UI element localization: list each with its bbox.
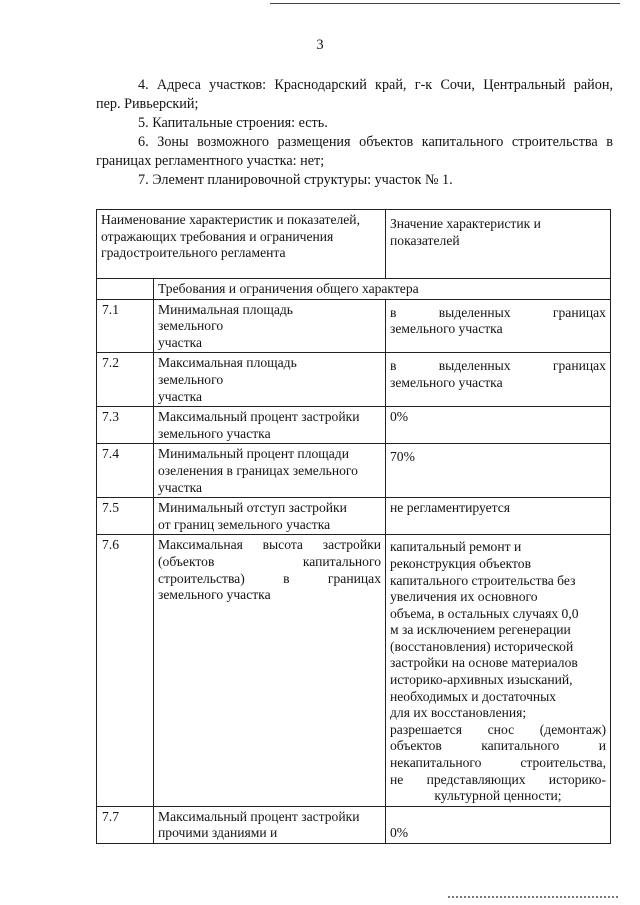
row-number: 7.2 xyxy=(97,353,154,407)
paragraph-7: 7. Элемент планировочной структуры: участок № 1. xyxy=(138,172,453,188)
name-line: участка xyxy=(158,334,203,350)
row-name xyxy=(154,444,386,498)
section-title: Требования и ограничения общего характера xyxy=(154,279,611,300)
table-row xyxy=(97,535,611,807)
row-number: 7.7 xyxy=(97,806,154,843)
name-line: Максимальная высота застройки xyxy=(158,537,381,553)
value-word: в xyxy=(390,304,397,320)
table-row xyxy=(97,498,611,535)
value-word: в xyxy=(390,358,397,374)
name-line: озеленения в границах земельного xyxy=(158,462,358,478)
value-line: увеличения их основного xyxy=(390,589,538,605)
scan-edge-mark xyxy=(448,896,618,898)
row-number: 7.3 xyxy=(97,407,154,444)
value-line: (восстановления) исторической xyxy=(390,638,574,654)
paragraph-6-line-2: границах регламентного участка: нет; xyxy=(96,153,325,169)
name-line: земельного участка xyxy=(158,425,271,441)
table-row xyxy=(97,407,611,444)
value-line: капитального строительства без xyxy=(390,572,576,588)
value-line: реконструкция объектов xyxy=(390,555,532,571)
name-line: Максимальный процент застройки xyxy=(158,409,360,425)
value-line: объема, в остальных случаях 0,0 xyxy=(390,605,579,621)
paragraph-6-line-1: 6. Зоны возможного размещения объектов капитального строительства в xyxy=(138,134,613,150)
value-line: м за исключением регенерации xyxy=(390,622,571,638)
header-name-cell: Наименование характеристик и показателей, отражающих требования и ограничения градостроительного регламента xyxy=(97,210,386,279)
value-line: необходимых и достаточных xyxy=(390,688,557,704)
value-line: объектов капитального и xyxy=(390,738,606,754)
header-value-cell: Значение характеристик и показателей xyxy=(386,210,611,279)
regulation-table xyxy=(96,209,611,844)
row-value xyxy=(386,299,611,353)
page-number: 3 xyxy=(316,37,324,53)
row-value xyxy=(386,353,611,407)
value-line: капитальный ремонт и xyxy=(390,539,522,555)
table-row xyxy=(97,299,611,353)
table-row xyxy=(97,806,611,843)
name-line: (объектов капитального xyxy=(158,553,381,569)
row-number: 7.5 xyxy=(97,498,154,535)
name-line: Минимальный процент площади xyxy=(158,446,349,462)
value-line: историко-архивных изысканий, xyxy=(390,672,573,688)
row-name xyxy=(154,299,386,353)
table-row xyxy=(97,353,611,407)
row-name xyxy=(154,407,386,444)
name-line: строительства) в границах xyxy=(158,570,381,586)
name-line: земельного xyxy=(158,371,224,387)
value-line: для их восстановления; xyxy=(390,705,527,721)
name-line: Максимальный процент застройки xyxy=(158,808,360,824)
row-name xyxy=(154,806,386,843)
value-line: земельного участка xyxy=(390,374,503,390)
row-number: 7.4 xyxy=(97,444,154,498)
name-line: Минимальная площадь xyxy=(158,301,293,317)
value-line: земельного участка xyxy=(390,321,503,337)
value-line: некапитального строительства, xyxy=(390,755,606,771)
name-line: участка xyxy=(158,388,203,404)
table-row xyxy=(97,444,611,498)
row-value: 0% xyxy=(386,806,611,843)
value-word: границах xyxy=(552,304,606,320)
name-line: Минимальный отступ застройки xyxy=(158,500,347,516)
row-value xyxy=(386,535,611,807)
value-line: разрешается снос (демонтаж) xyxy=(390,721,606,737)
value-line: не представляющих историко- xyxy=(390,771,606,787)
value-line: культурной ценности; xyxy=(434,788,562,804)
value-line xyxy=(390,358,606,375)
row-name xyxy=(154,498,386,535)
name-line: участка xyxy=(158,479,203,495)
row-number: 7.1 xyxy=(97,299,154,353)
name-line: земельного xyxy=(158,318,224,334)
table-header-row xyxy=(97,210,611,279)
name-line: прочими зданиями и xyxy=(158,825,278,841)
header-rule xyxy=(270,3,620,4)
name-line: земельного участка xyxy=(158,587,271,603)
row-value: не регламентируется xyxy=(386,498,611,535)
value-word: границах xyxy=(552,358,606,374)
row-name xyxy=(154,535,386,807)
section-empty-cell xyxy=(97,279,154,300)
value-line: застройки на основе материалов xyxy=(390,655,578,671)
value-word: выделенных xyxy=(438,358,511,374)
row-value: 0% xyxy=(386,407,611,444)
name-line: от границ земельного участка xyxy=(158,516,331,532)
name-line: Максимальная площадь xyxy=(158,355,297,371)
row-value: 70% xyxy=(386,444,611,498)
value-word: выделенных xyxy=(438,304,511,320)
row-name xyxy=(154,353,386,407)
section-title-row xyxy=(97,279,611,300)
paragraph-4-line-2: пер. Ривьерский; xyxy=(96,96,199,112)
paragraph-5: 5. Капитальные строения: есть. xyxy=(138,115,328,131)
row-number: 7.6 xyxy=(97,535,154,807)
value-line xyxy=(390,305,606,322)
paragraph-4-line-1: 4. Адреса участков: Краснодарский край, г-к Сочи, Центральный район, xyxy=(138,77,613,93)
